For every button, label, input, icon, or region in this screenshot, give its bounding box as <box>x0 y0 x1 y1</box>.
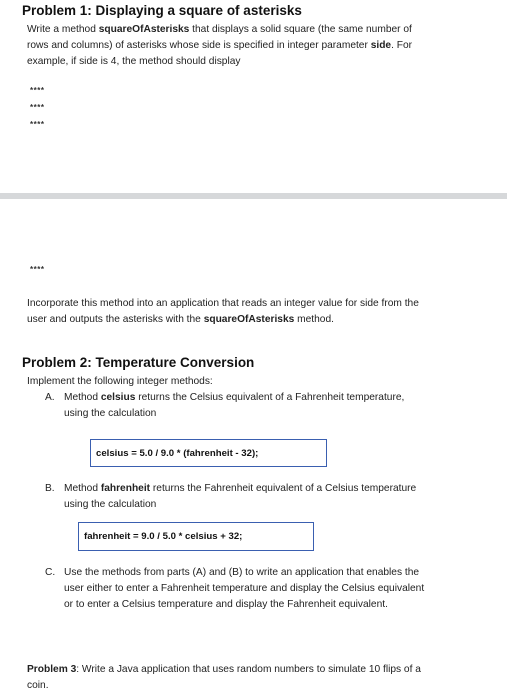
problem2-intro: Implement the following integer methods: <box>27 376 213 387</box>
marker-b: B. <box>45 483 55 494</box>
stars-row-4: **** <box>30 265 45 274</box>
problem1-line3: example, if side is 4, the method should display <box>27 56 241 67</box>
problem2-title: Problem 2: Temperature Conversion <box>22 355 255 370</box>
stars-row-3: **** <box>30 120 45 129</box>
problem3-label: Problem 3 <box>27 664 77 675</box>
method-name-fahrenheit: fahrenheit <box>100 483 151 494</box>
problem1-line2: rows and columns) of asterisks whose side is specified in integer parameter side. For <box>27 40 413 51</box>
incorporate-line2: user and outputs the asterisks with the squareOfAsterisks method. <box>27 314 334 325</box>
method-name-square-2: squareOfAsterisks <box>203 314 295 325</box>
problem3-line1: Problem 3: Write a Java application that uses random numbers to simulate 10 flips of a <box>27 664 421 675</box>
page-break-divider <box>0 193 507 199</box>
code-box-celsius: celsius = 5.0 / 9.0 * (fahrenheit - 32); <box>90 439 327 467</box>
method-name-square: squareOfAsterisks <box>98 24 190 35</box>
item-b-line1: Method fahrenheit returns the Fahrenheit equivalent of a Celsius temperature <box>64 483 417 494</box>
problem3-line2: coin. <box>27 680 49 691</box>
code-box-fahrenheit: fahrenheit = 9.0 / 5.0 * celsius + 32; <box>78 522 314 551</box>
stars-row-2: **** <box>30 103 45 112</box>
marker-c: C. <box>45 567 56 578</box>
param-name-side: side <box>370 40 392 51</box>
item-c-line1: Use the methods from parts (A) and (B) to write an application that enables the <box>64 567 420 578</box>
item-a-line1: Method celsius returns the Celsius equivalent of a Fahrenheit temperature, <box>64 392 405 403</box>
item-b-line2: using the calculation <box>64 499 157 510</box>
problem1-line1: Write a method squareOfAsterisks that displays a solid square (the same number of <box>27 24 412 35</box>
method-name-celsius: celsius <box>100 392 136 403</box>
item-c-line3: or to enter a Celsius temperature and display the Fahrenheit equivalent. <box>64 599 388 610</box>
problem1-title: Problem 1: Displaying a square of asterisks <box>22 3 302 18</box>
stars-row-1: **** <box>30 86 45 95</box>
item-a-line2: using the calculation <box>64 408 157 419</box>
item-c-line2: user either to enter a Fahrenheit temperature and display the Celsius equivalent <box>64 583 425 594</box>
marker-a: A. <box>45 392 55 403</box>
incorporate-line1: Incorporate this method into an application that reads an integer value for side from the <box>27 298 419 309</box>
